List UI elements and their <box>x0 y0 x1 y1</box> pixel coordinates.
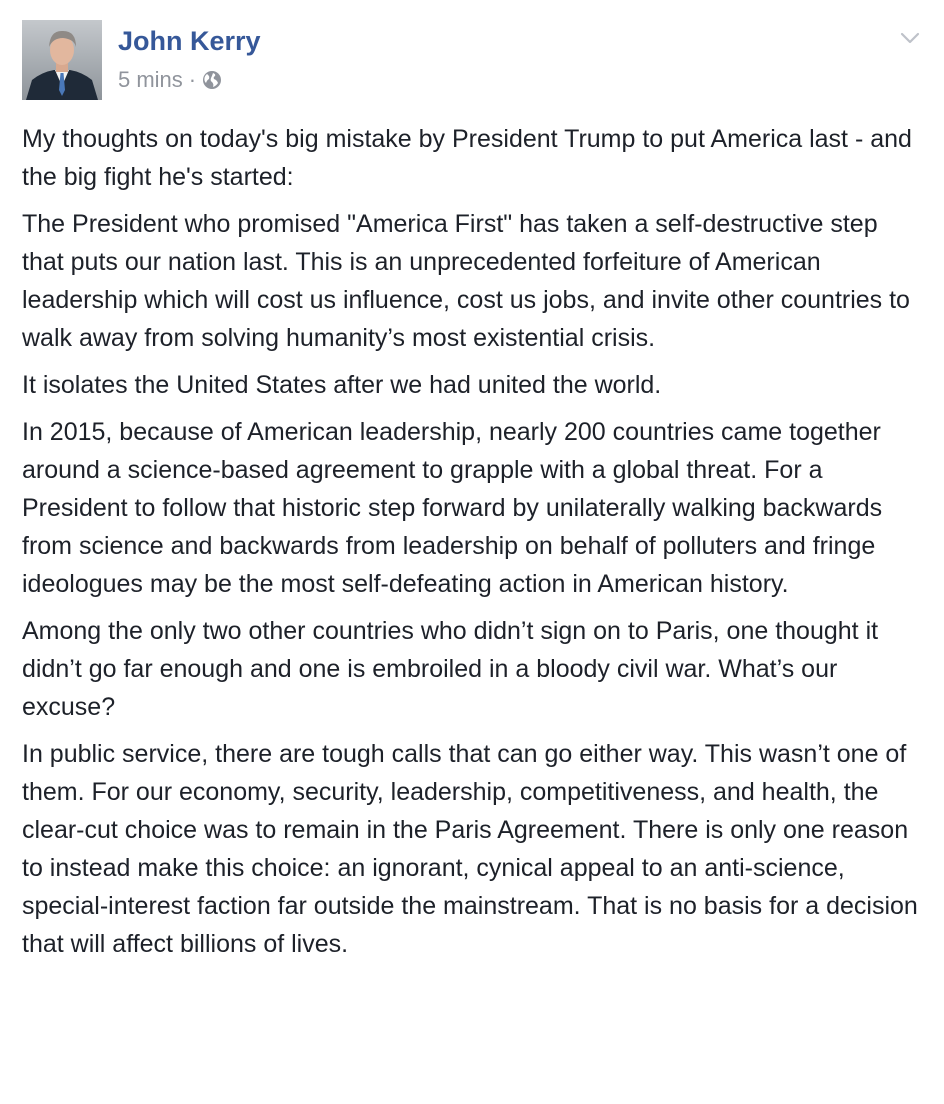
avatar[interactable] <box>22 20 102 100</box>
post-paragraph: The President who promised "America First" has taken a self-destructive step that puts our nation last. This is an unprecedented forfeiture of American leadership which will cost us influence, cost us jobs, and invite other countries to walk away from solving humanity’s most existential crisis. <box>22 210 910 352</box>
post-body <box>22 120 926 972</box>
globe-icon[interactable] <box>202 70 222 90</box>
meta-separator: · <box>188 67 197 92</box>
post-paragraph: Among the only two other countries who didn’t sign on to Paris, one thought it didn’t go far enough and one is embroiled in a bloody civil war. What’s our excuse? <box>22 617 879 721</box>
chevron-down-icon[interactable] <box>898 26 922 50</box>
author-name-link[interactable]: John Kerry <box>118 26 261 56</box>
post-header <box>22 20 922 102</box>
post-meta <box>118 66 222 94</box>
post-paragraph: My thoughts on today's big mistake by President Trump to put America last - and the big fight he's started: <box>22 125 912 191</box>
avatar-photo <box>22 20 102 100</box>
post-paragraph: It isolates the United States after we had united the world. <box>22 371 662 399</box>
post-timestamp[interactable]: 5 mins <box>118 67 183 92</box>
post-paragraph: In 2015, because of American leadership, nearly 200 countries came together around a science-based agreement to grapple with a global threat. For a President to follow that historic step forward by unilaterally walking backwards from science and backwards from leadership on behalf of polluters and fringe ideologues may be the most self-defeating action in American history. <box>22 418 883 598</box>
post-paragraph: In public service, there are tough calls that can go either way. This wasn’t one of them. For our economy, security, leadership, competitiveness, and health, the clear-cut choice was to remain in the Paris Agreement. There is only one reason to instead make this choice: an ignorant, cynical appeal to an anti-science, special-interest faction far outside the mainstream. That is no basis for a decision that will affect billions of lives. <box>22 740 918 958</box>
